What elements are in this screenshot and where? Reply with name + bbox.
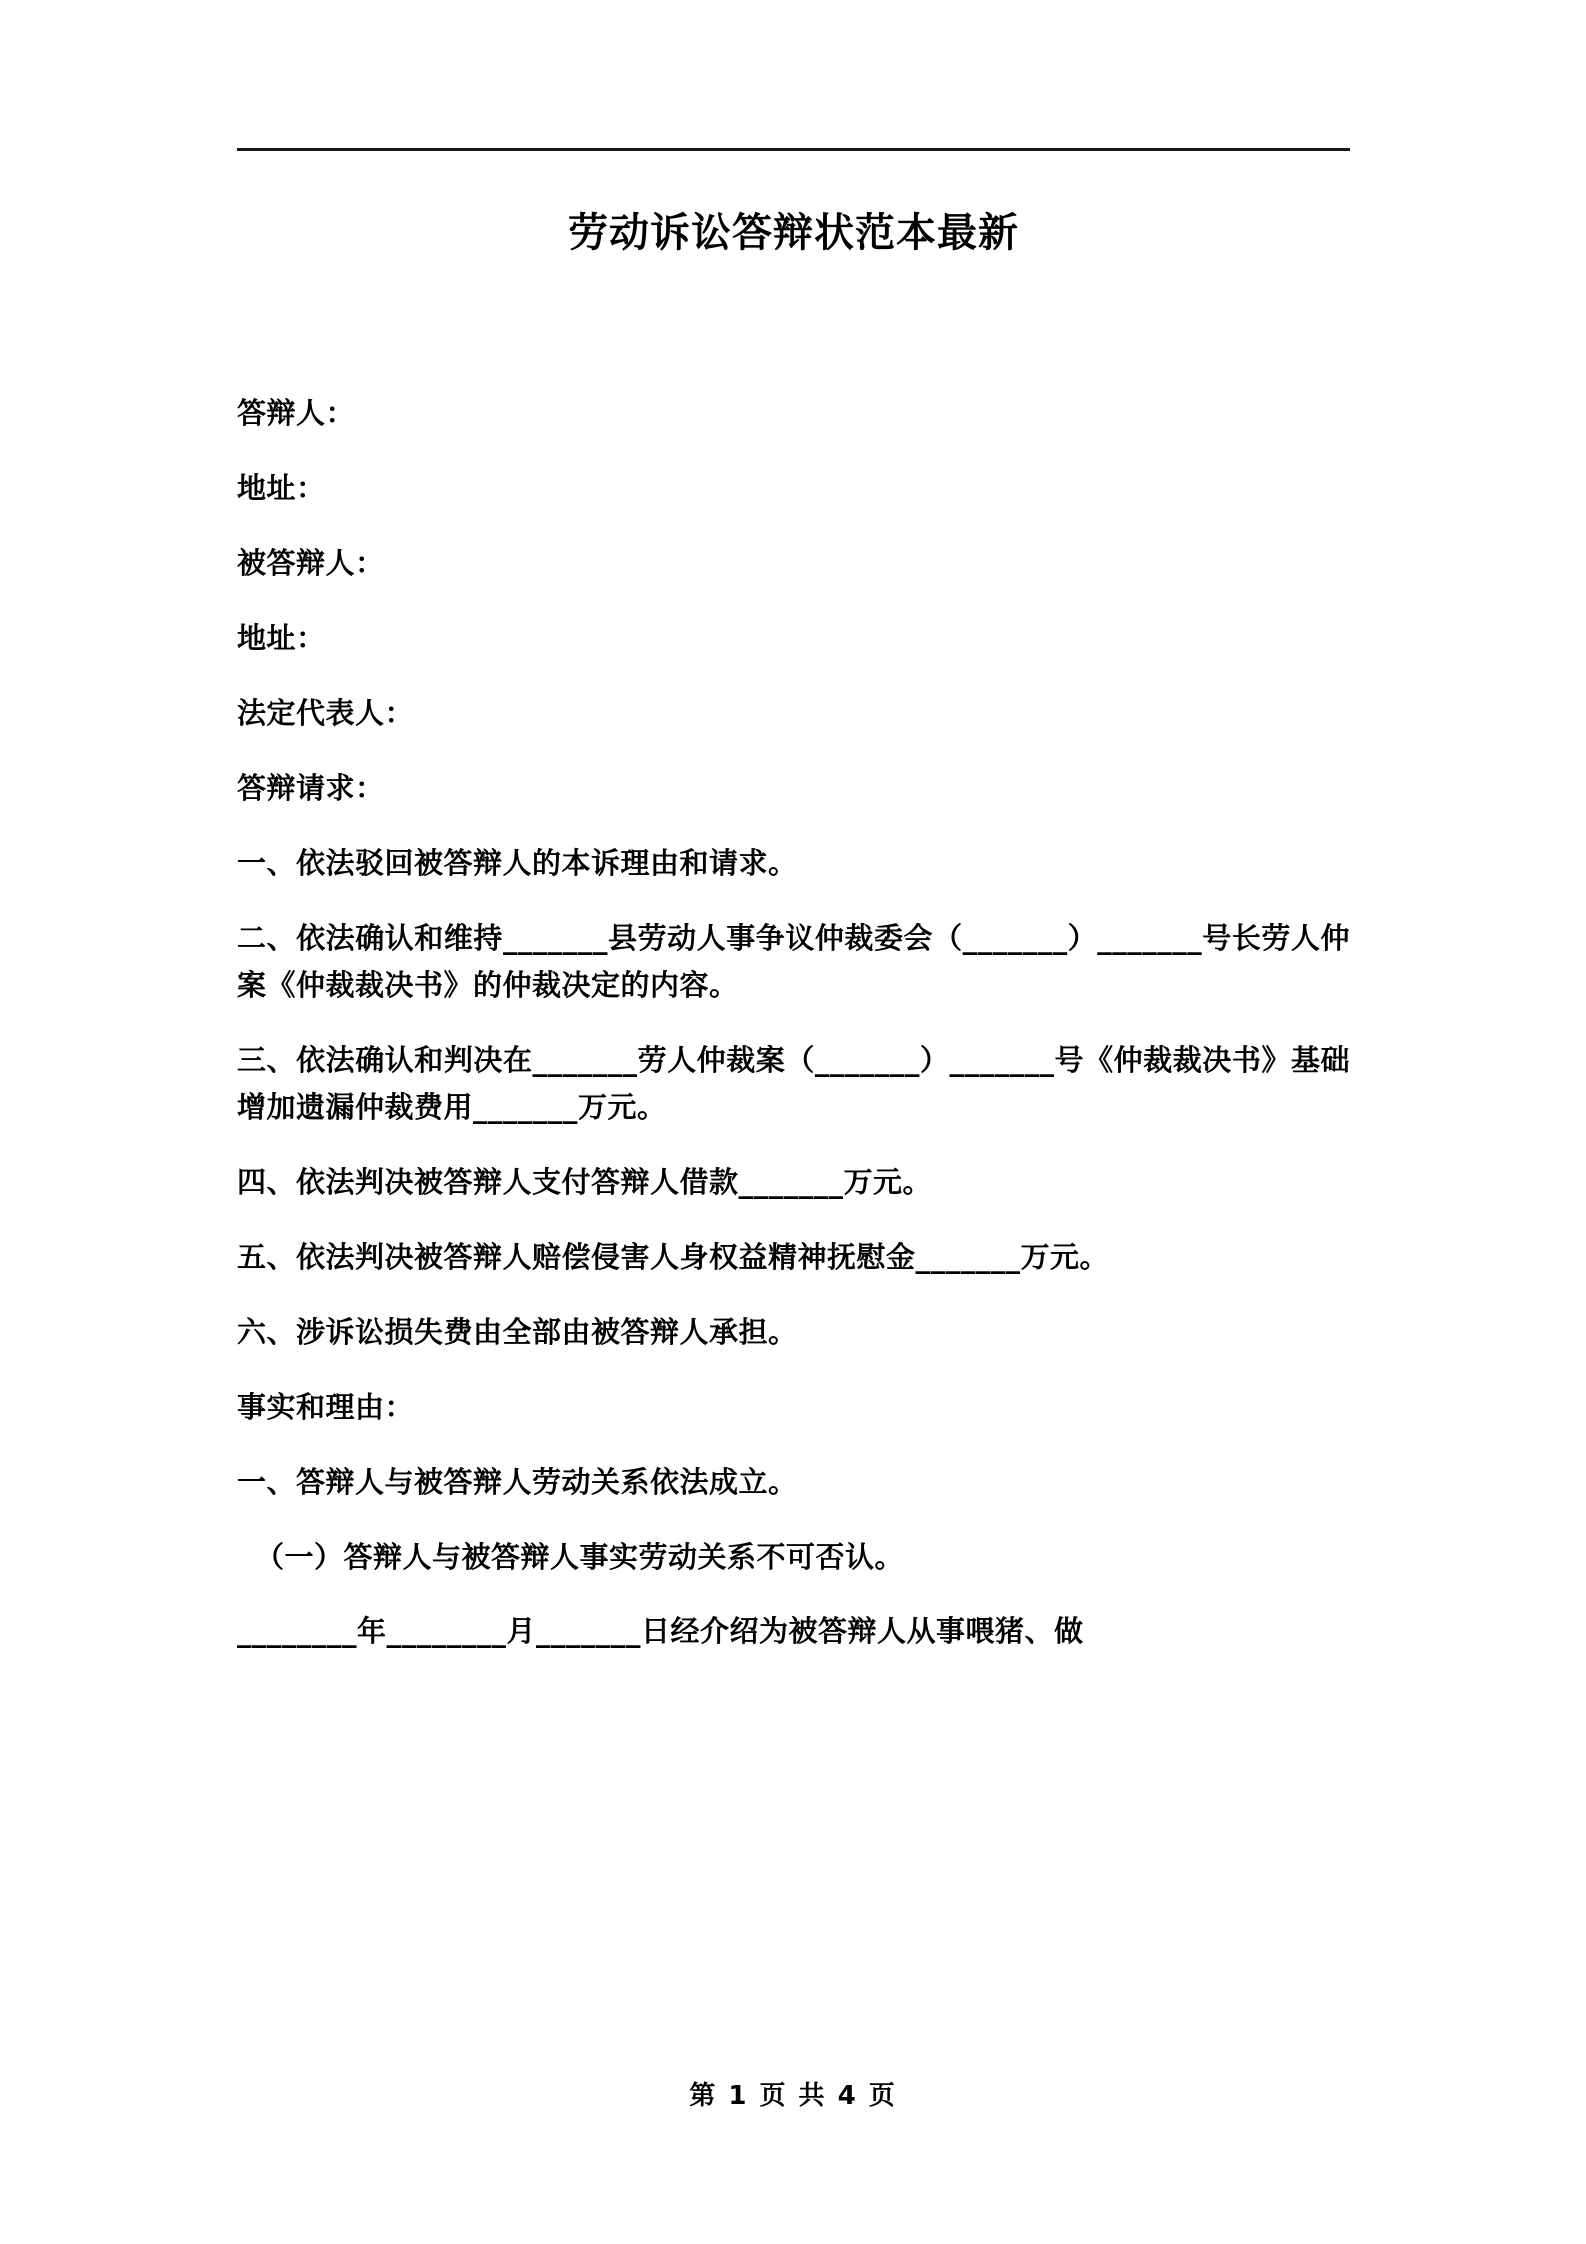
request-item-3: 三、依法确认和判决在_______劳人仲裁案（_______）_______号《仲裁裁决书》基础增加遗漏仲裁费用_______万元。 <box>237 1042 1350 1124</box>
request-item-1: 一、依法驳回被答辩人的本诉理由和请求。 <box>237 845 798 880</box>
page-title: 劳动诉讼答辩状范本最新 <box>568 210 1019 256</box>
request-item-5: 五、依法判决被答辩人赔偿侵害人身权益精神抚慰金_______万元。 <box>237 1239 1110 1274</box>
field-respondent: 答辩人： <box>237 396 356 430</box>
fact-item-1-1: （一）答辩人与被答辩人事实劳动关系不可否认。 <box>255 1539 905 1574</box>
heading-plea-request: 答辩请求： <box>237 770 385 805</box>
request-item-6: 六、涉诉讼损失费由全部由被答辩人承担。 <box>237 1314 798 1349</box>
field-address-1: 地址： <box>237 470 326 505</box>
field-counter-respondent: 被答辩人： <box>237 545 385 580</box>
fact-item-1: 一、答辩人与被答辩人劳动关系依法成立。 <box>237 1464 798 1499</box>
heading-facts-and-reasons: 事实和理由： <box>237 1389 415 1424</box>
request-item-2: 二、依法确认和维持_______县劳动人事争议仲裁委会（_______）_______号长劳人仲案《仲裁裁决书》的仲裁决定的内容。 <box>237 920 1350 1002</box>
field-address-2: 地址： <box>237 620 326 655</box>
header-divider <box>237 148 1350 151</box>
page-footer: 第 1 页 共 4 页 <box>689 2081 897 2111</box>
document-body <box>237 390 1350 1683</box>
field-legal-representative: 法定代表人： <box>237 695 415 730</box>
request-item-4: 四、依法判决被答辩人支付答辩人借款_______万元。 <box>237 1164 933 1199</box>
fact-item-1-1-body: ________年________月_______日经介绍为被答辩人从事喂猪、做 <box>237 1614 1084 1649</box>
